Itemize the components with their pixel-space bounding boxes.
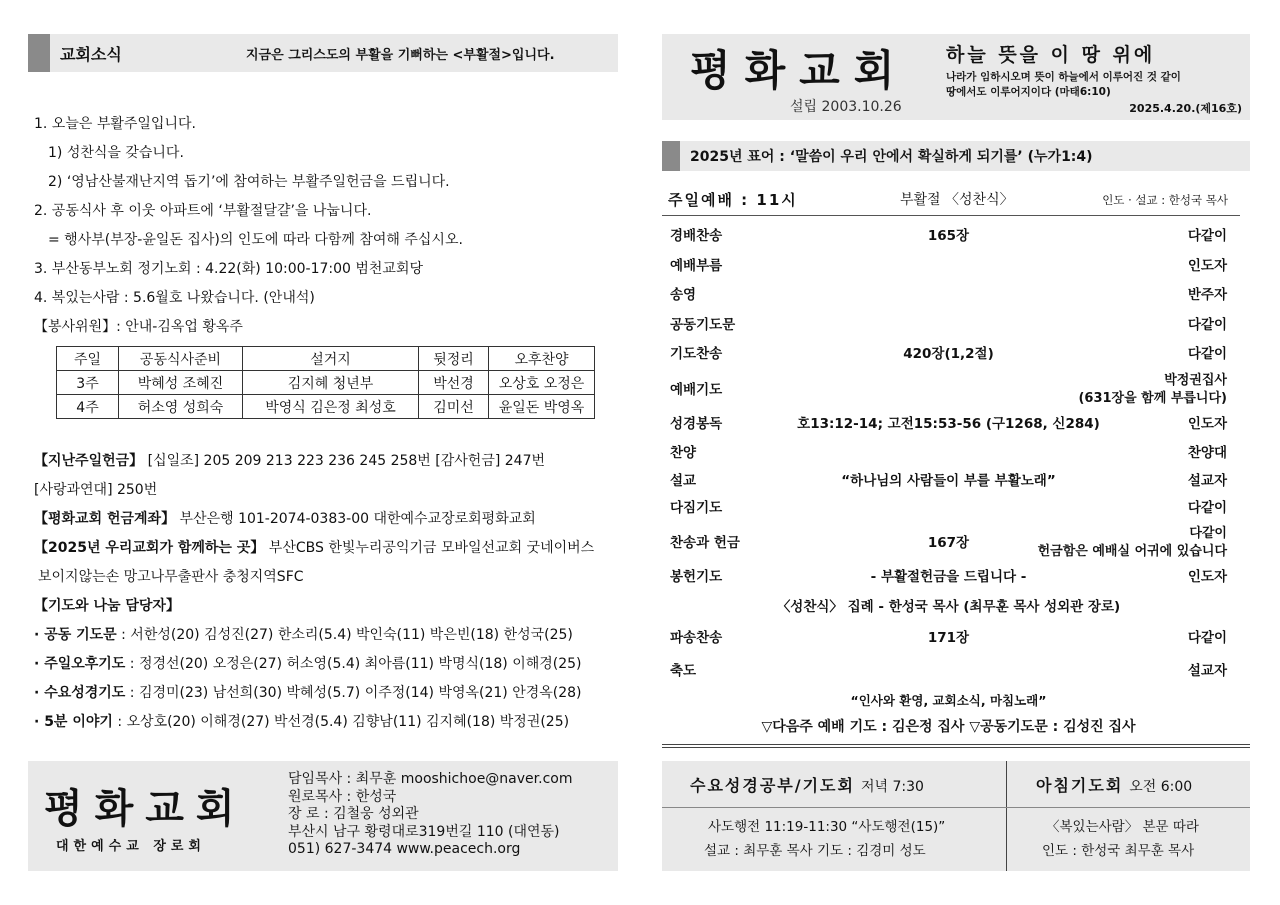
table-cell: 3주 [57, 371, 119, 395]
worship-item [670, 370, 1227, 410]
item-note: 헌금함은 예배실 어귀에 있습니다 [1037, 544, 1227, 559]
prayer-names: : 오상호(20) 이해경(27) 박선경(5.4) 김향남(11) 김지혜(18) 박정권(25) [112, 714, 570, 730]
address-line: 부산시 남구 황령대로319번길 110 (대연동) [288, 823, 560, 840]
column-divider [1006, 761, 1007, 871]
morning-time: 오전 6:00 [1129, 779, 1193, 795]
worship-item [670, 655, 1227, 688]
issue-date: 2025.4.20.(제16호) [1129, 102, 1242, 115]
worship-item [670, 593, 1227, 623]
item-label: 기도찬송 [670, 346, 723, 362]
bank-account [34, 509, 624, 538]
volunteers: 【봉사위원】: 안내-김옥업 황옥주 [34, 319, 243, 335]
bulletin-header [662, 34, 1250, 120]
table-cell: 김지혜 청년부 [243, 371, 419, 395]
established-date: 설립 2003.10.26 [790, 99, 902, 115]
item-label: 예배부름 [670, 257, 723, 274]
item-person: 다같이 [1187, 316, 1227, 333]
row-divider [662, 807, 1250, 808]
worship-item [670, 494, 1227, 524]
prayer-heading: 【기도와 나눔 담당자】 [34, 598, 180, 614]
phone-web-line: 051) 627-3474 www.peacech.org [288, 841, 521, 857]
prayer-names: : 서한성(20) 김성진(27) 한소리(5.4) 박인숙(11) 박은빈(18) 한성국(25) [116, 627, 573, 643]
news-header [28, 34, 618, 72]
item-detail: - 부활절헌금을 드립니다 - [870, 569, 1027, 585]
denomination: 대한예수교 장로회 [56, 839, 206, 854]
prayer-names: : 정경선(20) 오정은(27) 허소영(5.4) 최아름(11) 박명식(18) 이해경(25) [125, 656, 582, 672]
news-title: 교회소식 [60, 44, 122, 64]
table-header-row [57, 347, 595, 371]
worship-item [670, 222, 1227, 252]
closing-text: “인사와 환영, 교회소식, 마침노래” [850, 693, 1047, 708]
worship-item [670, 563, 1227, 593]
last-week-offering [34, 451, 624, 480]
church-name: 평화교회 [690, 46, 909, 95]
item-label: 다짐기도 [670, 499, 723, 516]
emeritus-line: 원로목사 : 한성국 [288, 788, 397, 805]
worship-title: 주일예배 : 11시 [668, 191, 798, 209]
next-week-text: ▽다음주 예배 기도 : 김은정 집사 ▽공동기도문 : 김성진 집사 [761, 719, 1136, 735]
item-label: 봉헌기도 [670, 569, 723, 585]
table-cell: 박영식 김은정 최성호 [243, 395, 419, 419]
header-marker [662, 141, 680, 171]
item-person [1038, 525, 1227, 561]
motto-verse [946, 70, 1181, 100]
item-person: 다같이 [1187, 228, 1227, 244]
item-detail: 171장 [927, 630, 970, 646]
prayer-names: : 김경미(23) 남선희(30) 박혜성(5.7) 이주정(14) 박영옥(21) 안경옥(28) [125, 685, 582, 701]
closing-line [670, 688, 1227, 714]
table-cell: 4주 [57, 395, 119, 419]
year-theme [662, 141, 1250, 171]
partner-text: 부산CBS 한빛누리공익기금 모바일선교회 굿네이버스 [264, 540, 595, 556]
duty-table [56, 346, 595, 419]
weekday-services [662, 761, 1250, 871]
motto: 하늘 뜻을 이 땅 위에 [946, 44, 1156, 66]
notice-item: 2) ‘영남산불재난지역 돕기’에 참여하는 부활주일헌금을 드립니다. [48, 174, 450, 190]
church-name: 평화교회 [44, 785, 247, 832]
column-header: 설거지 [243, 347, 419, 371]
morning-title-text: 아침기도회 [1036, 776, 1124, 795]
item-detail: “하나님의 사람들이 부를 부활노래” [841, 472, 1056, 489]
column-header: 공동식사준비 [119, 347, 243, 371]
offering-text-cont: [사랑과연대] 250번 [34, 482, 158, 498]
divider [662, 215, 1240, 216]
item-person: 인도자 [1187, 569, 1227, 585]
item-person-name: 박정권집사 [1164, 372, 1227, 388]
worship-item [670, 252, 1227, 282]
partner-text-cont: 보이지않는손 망고나무출판사 충청지역SFC [38, 569, 304, 585]
worship-leader: 인도 · 설교 : 한성국 목사 [1102, 193, 1228, 207]
table-cell: 김미선 [419, 395, 489, 419]
pastor-line: 담임목사 : 최무훈 mooshichoe@naver.com [288, 771, 573, 787]
column-header: 오후찬양 [489, 347, 595, 371]
item-label: 파송찬송 [670, 630, 723, 646]
order-of-worship [670, 222, 1227, 740]
prayer-role: · 공동 기도문 [34, 627, 117, 643]
account-text: 부산은행 101-2074-0383-00 대한예수교장로회평화교회 [175, 511, 536, 527]
table-cell: 허소영 성희숙 [119, 395, 243, 419]
item-label: 찬양 [670, 445, 697, 461]
notice-item: 1. 오늘은 부활주일입니다. [34, 116, 196, 132]
worship-item [670, 281, 1227, 311]
wednesday-text: 사도행전 11:19-11:30 “사도행전(15)” [708, 819, 946, 835]
column-header: 주일 [57, 347, 119, 371]
account-label: 【평화교회 헌금계좌】 [34, 511, 176, 527]
item-label: 경배찬송 [670, 228, 723, 244]
prayer-role: · 5분 이야기 [34, 714, 113, 730]
item-label: 축도 [670, 663, 697, 679]
item-person: 반주자 [1187, 287, 1227, 303]
item-detail: 호13:12-14; 고전15:53-56 (구1268, 신284) [797, 415, 1100, 432]
prayer-row [34, 625, 624, 654]
worship-header [668, 189, 1228, 211]
item-label: 찬송과 헌금 [670, 535, 740, 551]
worship-item [670, 311, 1227, 341]
item-person: 다같이 [1187, 499, 1227, 516]
double-divider [662, 744, 1250, 748]
item-person: 설교자 [1187, 663, 1227, 679]
news-subtitle: 지금은 그리스도의 부활을 기뻐하는 <부활절>입니다. [246, 47, 555, 63]
worship-item [670, 340, 1227, 370]
partners [34, 538, 624, 567]
item-person: 인도자 [1187, 415, 1227, 432]
contact-info [288, 771, 572, 859]
item-detail: 〈성찬식〉 집례 - 한성국 목사 (최무훈 목사 성외관 장로) [776, 598, 1121, 615]
notice-item: 3. 부산동부노회 정기노회 : 4.22(화) 10:00-17:00 범천교회당 [34, 261, 423, 277]
worship-item [670, 439, 1227, 469]
item-detail: 165장 [927, 228, 970, 244]
notice-item: 4. 복있는사람 : 5.6월호 나왔습니다. (안내석) [34, 290, 315, 306]
wednesday-title-text: 수요성경공부/기도회 [690, 776, 855, 795]
morning-leaders: 인도 : 한성국 최무훈 목사 [1042, 843, 1195, 859]
offering-info [34, 451, 624, 741]
offering-text: [십일조] 205 209 213 223 236 245 258번 [감사헌금] 247번 [143, 453, 545, 469]
morning-text: 〈복있는사람〉 본문 따라 [1046, 819, 1199, 835]
prayer-row [34, 683, 624, 712]
morning-prayer-title [1036, 773, 1192, 796]
notice-list [34, 114, 624, 346]
item-person [1078, 372, 1227, 408]
item-person: 찬양대 [1187, 445, 1227, 461]
column-header: 뒷정리 [419, 347, 489, 371]
table-row [57, 395, 595, 419]
item-person: 인도자 [1187, 257, 1227, 274]
partner-label: 【2025년 우리교회가 함께하는 곳】 [34, 540, 265, 556]
item-detail: 420장(1,2절) [903, 346, 994, 362]
table-row [57, 371, 595, 395]
verse-line: 나라가 임하시오며 뜻이 하늘에서 이루어진 것 같이 [946, 71, 1181, 83]
item-label: 설교 [670, 472, 697, 489]
table-cell: 윤일돈 박영옥 [489, 395, 595, 419]
table-cell: 박혜성 조혜진 [119, 371, 243, 395]
wednesday-service-title [690, 773, 924, 796]
next-week-line [670, 714, 1227, 740]
prayer-row [34, 712, 624, 741]
worship-item [670, 523, 1227, 563]
header-marker [28, 34, 50, 72]
left-page [28, 34, 618, 72]
item-person: 다같이 [1187, 630, 1227, 646]
prayer-label [34, 596, 624, 625]
notice-item: 2. 공동식사 후 이웃 아파트에 ‘부활절달걀’을 나눕니다. [34, 203, 372, 219]
item-note: (631장을 함께 부릅니다) [1078, 390, 1227, 406]
item-detail: 167장 [927, 535, 970, 551]
wednesday-leaders: 설교 : 최무훈 목사 기도 : 김경미 성도 [704, 843, 926, 859]
prayer-row [34, 654, 624, 683]
wednesday-time: 저녁 7:30 [860, 779, 924, 795]
verse-line: 땅에서도 이루어지이다 (마태6:10) [946, 86, 1111, 98]
item-person: 설교자 [1187, 472, 1227, 489]
worship-item [670, 469, 1227, 494]
item-label: 예배기도 [670, 381, 723, 398]
prayer-role: · 수요성경기도 [34, 685, 126, 701]
church-info-footer [28, 761, 618, 871]
worship-item [670, 622, 1227, 655]
table-cell: 박선경 [419, 371, 489, 395]
theme-text: 2025년 표어 : ‘말씀이 우리 안에서 확실하게 되기를’ (누가1:4) [690, 149, 1093, 165]
elder-line: 장 로 : 김철웅 성외관 [288, 806, 419, 822]
notice-item: = 행사부(부장-윤일돈 집사)의 인도에 따라 다함께 참여해 주십시오. [48, 232, 463, 248]
item-label: 공동기도문 [670, 316, 736, 333]
notice-item: 1) 성찬식을 갖습니다. [48, 145, 184, 161]
item-person: 다같이 [1187, 346, 1227, 362]
prayer-role: · 주일오후기도 [34, 656, 126, 672]
offering-label: 【지난주일헌금】 [34, 453, 144, 469]
item-label: 송영 [670, 287, 697, 303]
worship-item [670, 410, 1227, 440]
item-label: 성경봉독 [670, 415, 723, 432]
table-cell: 오상호 오정은 [489, 371, 595, 395]
item-person-name: 다같이 [1189, 526, 1227, 541]
worship-occasion: 부활절 〈성찬식〉 [900, 192, 1014, 208]
